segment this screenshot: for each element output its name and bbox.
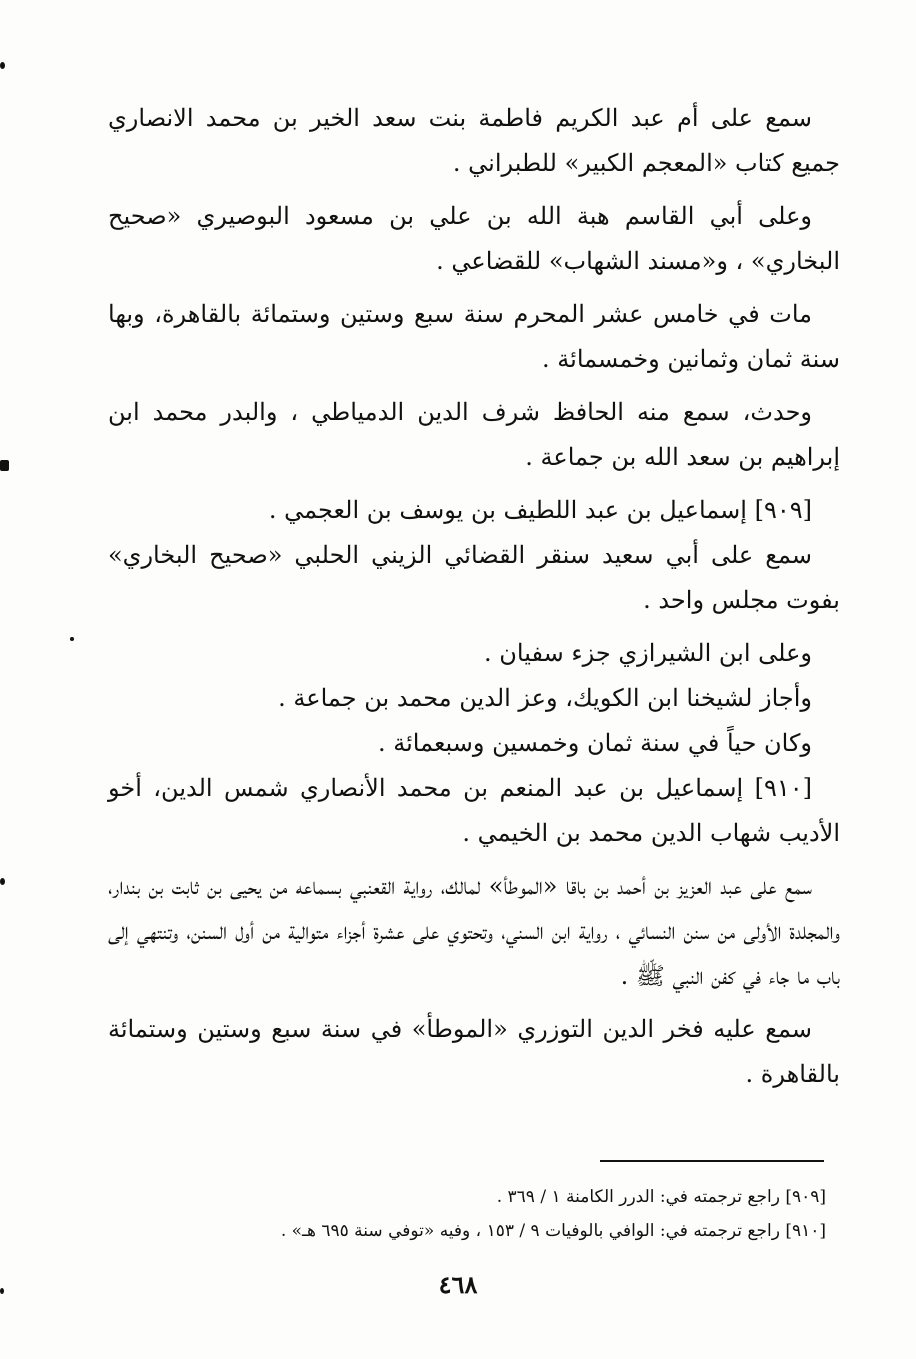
entry-heading-909: [٩٠٩] إسماعيل بن عبد اللطيف بن يوسف بن العجمي . [268,496,812,524]
footnote: [٩٠٩] راجع ترجمته في: الدرر الكامنة ١ / ٣٦٩ . [496,1187,826,1207]
scan-speck [0,1288,4,1294]
scan-speck [0,460,9,471]
paragraph: سمع على أم عبد الكريم فاطمة بنت سعد الخير بن محمد الانصاري جميع كتاب «المعجم الكبير» للطبراني . [108,104,840,177]
footnotes [108,1180,826,1248]
paragraph: وعلى أبي القاسم هبة الله بن علي بن مسعود البوصيري «صحيح البخاري» ، و«مسند الشهاب» للقضاعي . [108,202,840,275]
paragraph: وحدث، سمع منه الحافظ شرف الدين الدمياطي ، والبدر محمد ابن إبراهيم بن سعد الله بن جماعة . [108,398,840,471]
footnote-divider [600,1160,824,1162]
scan-speck [0,878,5,885]
footnote: [٩١٠] راجع ترجمته في: الوافي بالوفيات ٩ / ١٥٣ ، وفيه «توفي سنة ٦٩٥ هـ» . [280,1221,826,1241]
scan-speck [70,637,74,641]
paragraph: وأجاز لشيخنا ابن الكويك، وعز الدين محمد بن جماعة . [278,684,812,712]
paragraph: سمع على عبد العزيز بن أحمد بن باقا «الموطأ» لمالك، رواية القعنبي بسماعه من يحيى بن ثابت بن بندار، والمجلدة الأولى من سنن النسائي ، رواية ابن السني، وتحتوي على عشرة أجزاء متوالية من أول السنن، وتنتهي إلى باب ما جاء في كفن النبي ﷺ . [108,872,840,990]
page-number: ٤٦٨ [438,1270,478,1299]
paragraph: سمع على أبي سعيد سنقر القضائي الزيني الحلبي «صحيح البخاري» بفوت مجلس واحد . [108,541,840,614]
paragraph: سمع عليه فخر الدين التوزري «الموطأ» في سنة سبع وستين وستمائة بالقاهرة . [108,1015,840,1088]
scan-speck [0,62,5,69]
paragraph: مات في خامس عشر المحرم سنة سبع وستين وستمائة بالقاهرة، وبها سنة ثمان وثمانين وخمسمائة . [108,300,840,373]
paragraph: وكان حياً في سنة ثمان وخمسين وسبعمائة . [377,729,812,757]
paragraph: وعلى ابن الشيرازي جزء سفيان . [484,639,812,667]
main-text [108,96,840,1105]
entry-heading-910: [٩١٠] إسماعيل بن عبد المنعم بن محمد الأنصاري شمس الدين، أخو الأديب شهاب الدين محمد بن الخيمي . [108,774,840,847]
